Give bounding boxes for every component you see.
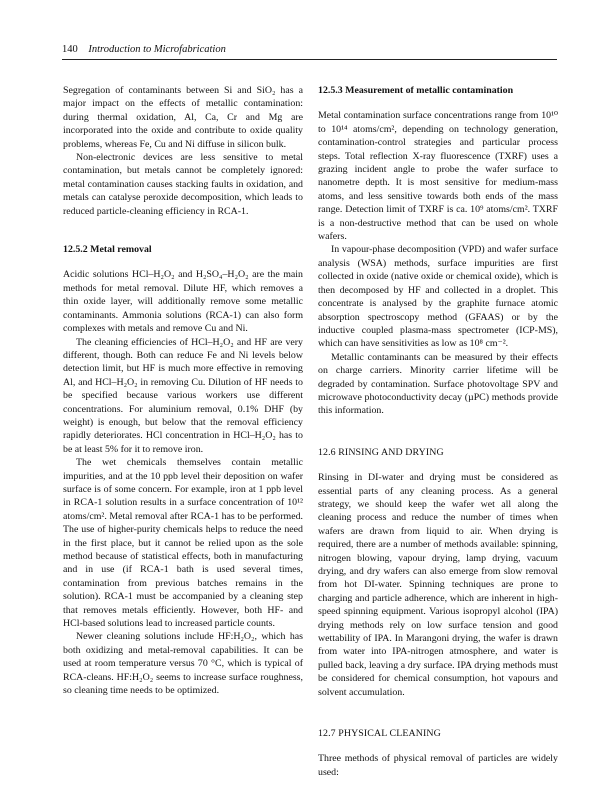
paragraph-vpd: In vapour-phase decomposition (VPD) and wafer surface analysis (WSA) methods, surface impurities are first collected in oxide (native oxide or chemical oxide), which is then decomposed by HF and collected in a droplet. This concentrate is analysed by the graphite furnace atomic absorption spectroscopy method (GFAAS) or by the inductive coupled plasma-mass spectrometer (ICP-MS), which can have sensitivities as low as 10⁸ cm⁻². [318, 244, 558, 350]
right-column [318, 84, 558, 779]
paragraph-cleaning-efficiencies: The cleaning efficiencies of HCl–H₂O₂ and HF are very different, though. Both can reduce Fe and Ni levels below detection limit, but HF is much more effective in removing Al, and HCl–H₂O₂ in removing Cu. Dilution of HF needs to be specified because various workers use different concentrations. For aluminium removal, 0.1% DHF (by weight) is enough, but below that the removal efficiency rapidly deteriorates. HCl concentration in HCl–H₂O₂ has to be at least 5% for it to remove iron. [63, 336, 303, 455]
section-heading-physical-cleaning: 12.7 PHYSICAL CLEANING [318, 728, 441, 740]
paragraph-acidic-solutions: Acidic solutions HCl–H₂O₂ and H₂SO₄–H₂O₂ are the main methods for metal removal. Dilute HF, which removes a thin oxide layer, will additionally remove some metallic contaminants. Ammonia solutions (RCA-1) can also form complexes with metals and remove Cu and Ni. [63, 269, 303, 335]
paragraph-newer-solutions: Newer cleaning solutions include HF:H₂O₂, which has both oxidizing and metal-removal capabilities. It can be used at room temperature versus 70 °C, which is typical of RCA-cleans. HF:H₂O₂ seems to increase surface roughness, so cleaning time needs to be optimized. [63, 631, 303, 697]
paragraph-wet-chemicals: The wet chemicals themselves contain metallic impurities, and at the 10 ppb level their deposition on wafer surface is of some concern. For example, iron at 1 ppb level in RCA-1 solution results in a surface concentration of 10¹² atoms/cm². Metal removal after RCA-1 has to be performed. The use of higher-purity chemicals helps to reduce the need in the first place, but it cannot be relied upon as the sole method because of statistical effects, both in manufacturing and in use (if RCA-1 bath is used several times, contamination from previous batches remains in the solution). RCA-1 must be accompanied by a cleaning step that removes metals efficiently. However, both HF- and HCl-based solutions lead to increased particle counts. [63, 457, 303, 630]
paragraph-segregation: Segregation of contaminants between Si and SiO₂ has a major impact on the effects of metallic contamination: during thermal oxidation, Al, Ca, Cr and Mg are incorporated into the oxide and contribute to oxide quality problems, whereas Fe, Cu and Ni diffuse in silicon bulk. [63, 85, 303, 150]
page-number: 140 [62, 44, 78, 55]
paragraph-rinsing: Rinsing in DI-water and drying must be considered as essential parts of any cleaning process. As a general strategy, we should keep the wafer wet all along the cleaning process and reduce the number of times when wafers are drawn from liquid to air. When drying is required, there are a number of methods available: spinning, nitrogen blowing, vapour drying, lamp drying, vacuum drying, and dry wafers can also emerge from slow removal from hot DI-water. Spinning techniques are prone to charging and particle adherence, which are inherent in high-speed spinning equipment. Various isopropyl alcohol (IPA) drying methods rely on low surface tension and good wettability of IPA. In Marangoni drying, the wafer is drawn from water into IPA-nitrogen atmosphere, and water is pulled back, leaving a dry surface. IPA drying methods must be considered for chemical consumption, hot vapours and solvent accumulation. [318, 472, 558, 698]
running-header [62, 43, 557, 60]
running-title: Introduction to Microfabrication [88, 44, 226, 55]
paragraph-non-electronic: Non-electronic devices are less sensitive to metal contamination, but metals cannot be completely ignored: metal contamination causes stacking faults in oxidation, and metals can catalyse peroxide decomposition, which leads to reduced particle-cleaning efficiency in RCA-1. [63, 152, 303, 217]
paragraph-txrf: Metal contamination surface concentrations range from 10¹⁰ to 10¹⁴ atoms/cm², depending on technology generation, contamination-control strategies and particular process steps. Total reflection X-ray fluorescence (TXRF) uses a grazing incident angle to probe the wafer surface to nanometre depth. It is most sensitive for medium-mass atoms, and less sensitive towards both ends of the mass range. Detection limit of TXRF is ca. 10⁹ atoms/cm². TXRF is a non-destructive method that can be used on whole wafers. [318, 110, 558, 243]
paragraph-charge-carriers: Metallic contaminants can be measured by their effects on charge carriers. Minority carrier lifetime will be degraded by contamination. Surface photovoltage SPV and microwave photoconductivity decay (µPC) methods provide this information. [318, 351, 558, 417]
section-heading-measurement: 12.5.3 Measurement of metallic contamination [318, 85, 514, 96]
section-heading-metal-removal: 12.5.2 Metal removal [63, 244, 152, 256]
paragraph-physical-cleaning: Three methods of physical removal of particles are widely used: [318, 753, 558, 778]
section-heading-rinsing-drying: 12.6 RINSING AND DRYING [318, 446, 444, 458]
left-column [63, 84, 303, 697]
